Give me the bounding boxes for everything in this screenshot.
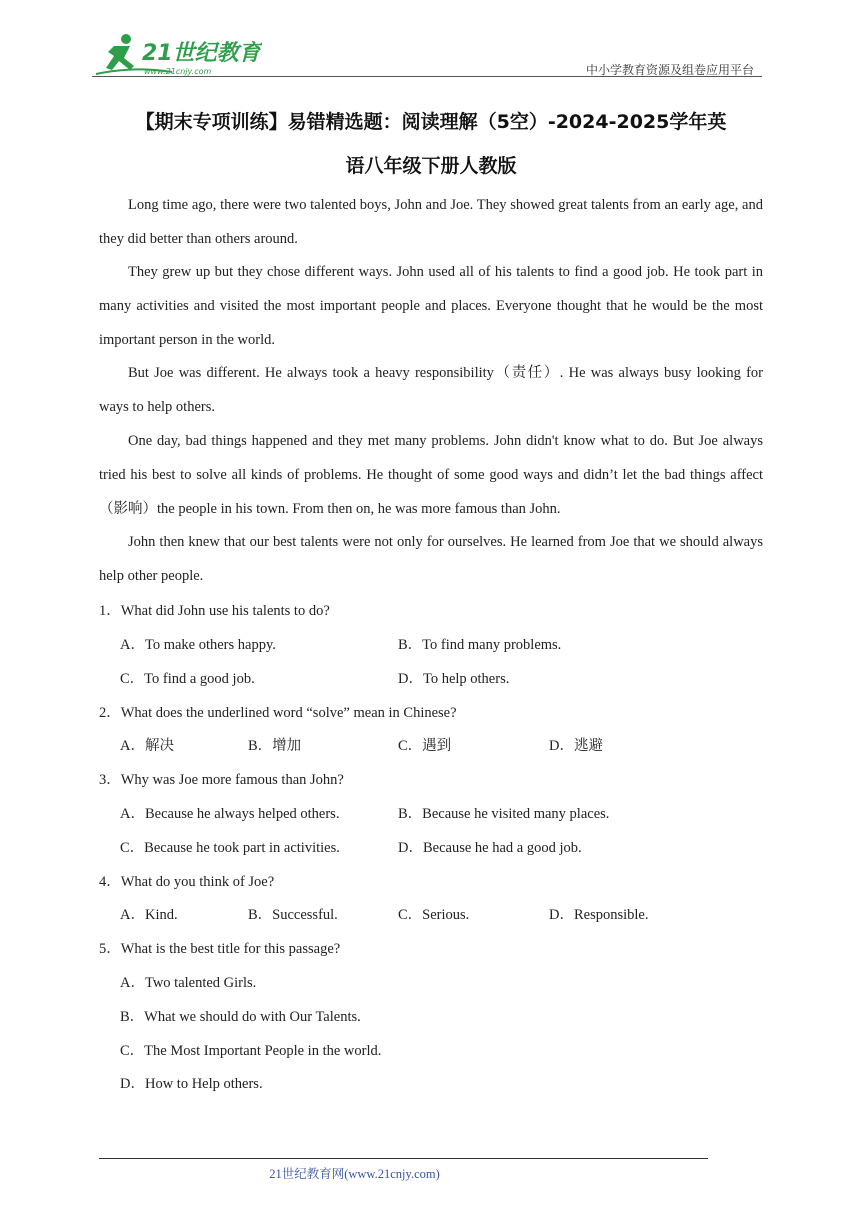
question-3-option-d: D．Because he had a good job. xyxy=(398,840,582,856)
question-2-option-d: D．逃避 xyxy=(549,738,603,754)
question-5-option-c: C．The Most Important People in the world. xyxy=(120,1043,382,1059)
logo-text: 21世纪教育 xyxy=(142,41,261,66)
question-1-option-d: D．To help others. xyxy=(398,671,510,687)
question-3-stem: 3．Why was Joe more famous than John? xyxy=(99,772,344,788)
question-4-option-c: C．Serious. xyxy=(398,907,470,923)
question-4-option-b: B．Successful. xyxy=(248,907,338,923)
question-1-option-b: B．To find many problems. xyxy=(398,637,562,653)
page-title-line-2: 语八年级下册人教版 xyxy=(345,155,517,177)
header-divider xyxy=(92,76,762,77)
page-title-line-1: 【期末专项训练】易错精选题：阅读理解（5空）-2024-2025学年英 xyxy=(135,111,727,133)
logo-url: www.21cnjy.com xyxy=(144,67,212,76)
passage-paragraph-1: Long time ago, there were two talented boys, John and Joe. They showed great talents from an early age, and they did better than others around. xyxy=(99,197,763,247)
footer-text: 21世纪教育网(www.21cnjy.com) xyxy=(269,1167,440,1181)
question-2-stem: 2．What does the underlined word “solve” mean in Chinese? xyxy=(99,705,457,721)
question-3-option-a: A．Because he always helped others. xyxy=(120,806,340,822)
question-5-option-a: A．Two talented Girls. xyxy=(120,975,257,991)
question-4-stem: 4．What do you think of Joe? xyxy=(99,874,275,890)
passage-paragraph-2: They grew up but they chose different ways. John used all of his talents to find a good job. He took part in many activities and visited the most important people and places. Everyone thought that he would be the most important person in the world. xyxy=(99,264,763,348)
page-header xyxy=(92,30,762,78)
question-5-option-b: B．What we should do with Our Talents. xyxy=(120,1009,361,1025)
passage-paragraph-5: John then knew that our best talents were not only for ourselves. He learned from Joe that we should always help other people. xyxy=(99,534,763,584)
footer-divider xyxy=(99,1158,708,1159)
question-2-option-a: A．解决 xyxy=(120,738,174,754)
question-1-option-c: C．To find a good job. xyxy=(120,671,255,687)
question-5-stem: 5．What is the best title for this passage? xyxy=(99,941,341,957)
question-3-option-c: C．Because he took part in activities. xyxy=(120,840,340,856)
question-5-option-d: D．How to Help others. xyxy=(120,1076,263,1092)
question-3-option-b: B．Because he visited many places. xyxy=(398,806,610,822)
question-4-option-d: D．Responsible. xyxy=(549,907,649,923)
question-1-stem: 1．What did John use his talents to do? xyxy=(99,603,330,619)
question-2-option-c: C．遇到 xyxy=(398,738,452,754)
question-4-option-a: A．Kind. xyxy=(120,907,178,923)
question-2-option-b: B．增加 xyxy=(248,738,302,754)
logo xyxy=(92,30,262,78)
passage-paragraph-4: One day, bad things happened and they met many problems. John didn't know what to do. But Joe always tried his best to solve all kinds of problems. He thought of some good ways and didn’t let the bad things affect（影响）the people in his town. From then on, he was more famous than John. xyxy=(99,433,763,517)
question-1-option-a: A．To make others happy. xyxy=(120,637,276,653)
platform-name: 中小学教育资源及组卷应用平台 xyxy=(585,63,754,77)
passage-paragraph-3: But Joe was different. He always took a heavy responsibility（责任）. He was always busy looking for ways to help others. xyxy=(99,365,763,415)
